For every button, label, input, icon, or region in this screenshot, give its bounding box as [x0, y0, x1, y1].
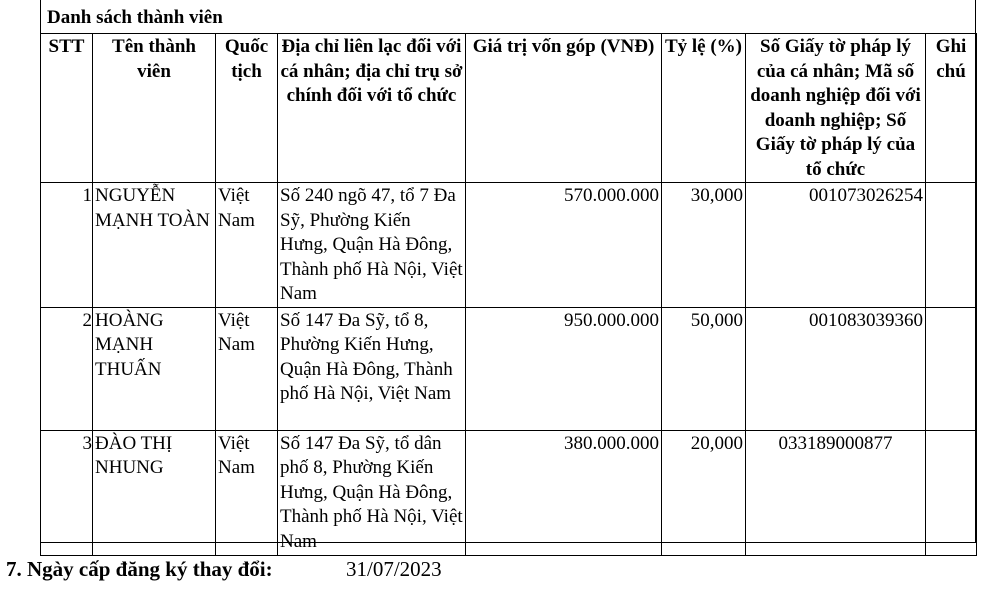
cell-stt: 2	[41, 307, 93, 430]
cell-name: ĐÀO THỊ NHUNG	[93, 430, 216, 555]
cell-ratio: 20,000	[662, 430, 746, 555]
cell-note	[926, 430, 977, 555]
header-capital: Giá trị vốn góp (VNĐ)	[466, 34, 662, 183]
header-note: Ghi chú	[926, 34, 977, 183]
cell-ratio: 30,000	[662, 183, 746, 308]
cell-stt: 1	[41, 183, 93, 308]
table-header-row	[41, 34, 977, 183]
table-row	[41, 183, 977, 308]
cell-capital: 380.000.000	[466, 430, 662, 555]
cell-ratio: 50,000	[662, 307, 746, 430]
section-title: Danh sách thành viên	[47, 7, 223, 28]
cell-id-number: 033189000877	[746, 430, 926, 555]
change-registration-date-value: 31/07/2023	[346, 557, 442, 581]
header-nationality: Quốc tịch	[216, 34, 278, 183]
cell-note	[926, 307, 977, 430]
table-row	[41, 430, 977, 555]
header-stt: STT	[41, 34, 93, 183]
change-registration-date-label: 7. Ngày cấp đăng ký thay đổi:	[6, 557, 273, 581]
cell-address: Số 147 Đa Sỹ, tổ 8, Phường Kiến Hưng, Quận Hà Đông, Thành phố Hà Nội, Việt Nam	[278, 307, 466, 430]
cell-nationality: Việt Nam	[216, 183, 278, 308]
cell-name: HOÀNG MẠNH THUẤN	[93, 307, 216, 430]
cell-address: Số 147 Đa Sỹ, tổ dân phố 8, Phường Kiến Hưng, Quận Hà Đông, Thành phố Hà Nội, Việt Nam	[278, 430, 466, 555]
cell-capital: 950.000.000	[466, 307, 662, 430]
cell-note	[926, 183, 977, 308]
cell-nationality: Việt Nam	[216, 430, 278, 555]
cell-id-number: 001073026254	[746, 183, 926, 308]
header-id-number: Số Giấy tờ pháp lý của cá nhân; Mã số doanh nghiệp đối với doanh nghiệp; Số Giấy tờ pháp lý của tổ chức	[746, 34, 926, 183]
header-name: Tên thành viên	[93, 34, 216, 183]
cell-capital: 570.000.000	[466, 183, 662, 308]
header-address: Địa chỉ liên lạc đối với cá nhân; địa chỉ trụ sở chính đối với tổ chức	[278, 34, 466, 183]
header-ratio: Tỷ lệ (%)	[662, 34, 746, 183]
cell-name: NGUYỄN MẠNH TOÀN	[93, 183, 216, 308]
cell-address: Số 240 ngõ 47, tổ 7 Đa Sỹ, Phường Kiến Hưng, Quận Hà Đông, Thành phố Hà Nội, Việt Nam	[278, 183, 466, 308]
cell-stt: 3	[41, 430, 93, 555]
cell-id-number: 001083039360	[746, 307, 926, 430]
cell-nationality: Việt Nam	[216, 307, 278, 430]
members-table	[40, 33, 977, 556]
table-row	[41, 307, 977, 430]
